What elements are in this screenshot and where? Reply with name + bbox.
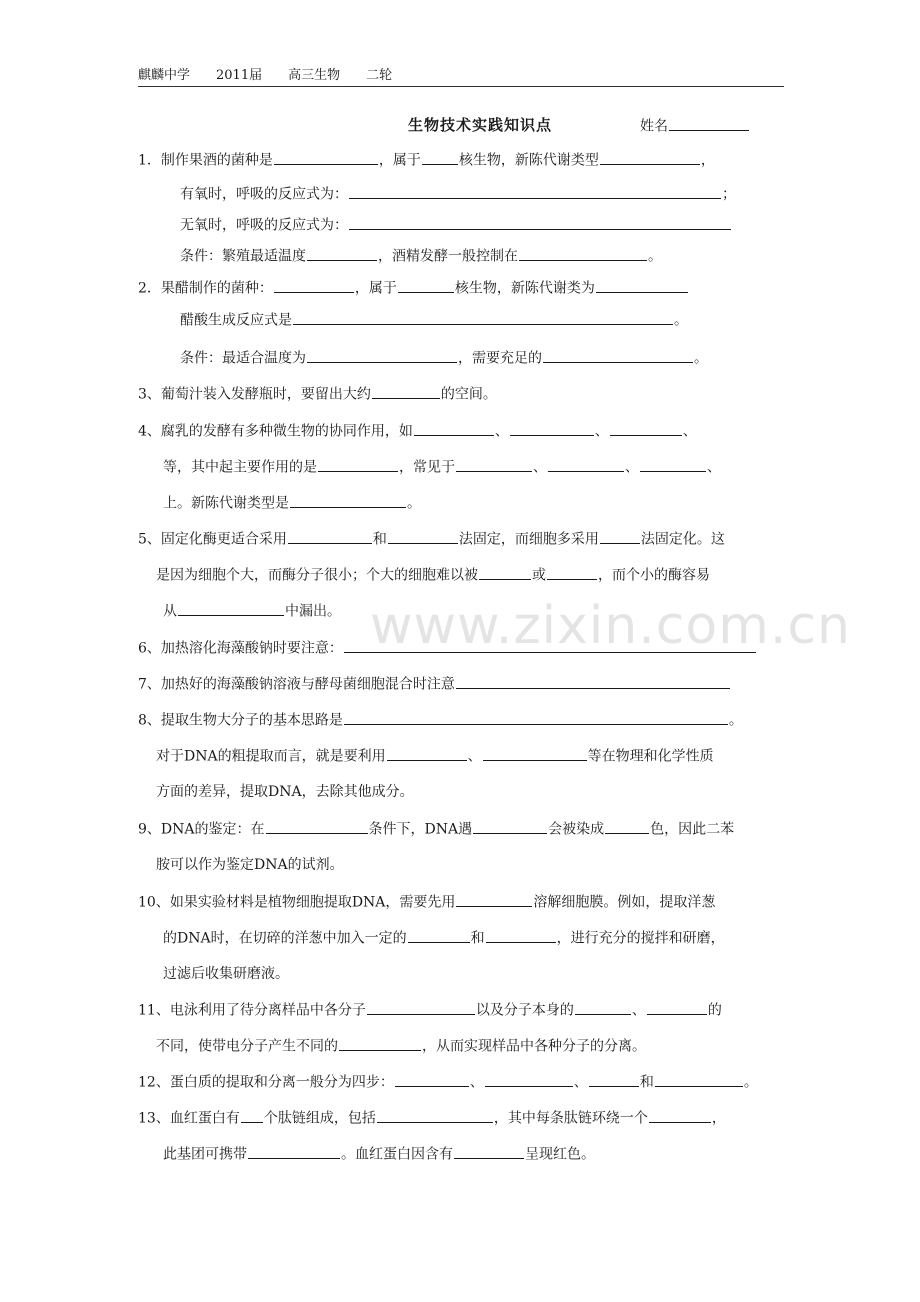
question-line [156, 854, 344, 874]
answer-blank[interactable] [454, 1143, 524, 1159]
question-text: 3、葡萄汁装入发酵瓶时，要留出大约 [138, 386, 371, 403]
question-text: 11、电泳利用了待分离样品中各分子 [138, 1002, 366, 1019]
answer-blank[interactable] [388, 528, 458, 544]
question-text: 条件：繁殖最适温度 [180, 248, 306, 265]
answer-blank[interactable] [377, 1107, 493, 1123]
question-text: 。 [743, 1074, 758, 1091]
question-text: 溶解细胞膜。例如，提取洋葱 [533, 894, 716, 911]
answer-blank[interactable] [548, 456, 624, 472]
question-text: 胺可以作为鉴定DNA的试剂。 [156, 857, 344, 873]
question-text: 2．果醋制作的菌种： [138, 280, 273, 297]
answer-blank[interactable] [349, 183, 721, 199]
question-text: 、 [467, 748, 482, 765]
question-text: 4、腐乳的发酵有多种微生物的协同作用，如 [138, 423, 413, 440]
page-header [138, 64, 784, 87]
question-text: 和 [372, 531, 387, 548]
question-text: 不同，使带电分子产生不同的 [156, 1038, 338, 1055]
answer-blank[interactable] [655, 1071, 743, 1087]
answer-blank[interactable] [485, 1071, 573, 1087]
question-text: 条件：最适合温度为 [180, 350, 306, 367]
question-text: 色，因此二苯 [650, 821, 735, 838]
answer-blank[interactable] [241, 1107, 263, 1123]
question-text: 。 [674, 312, 688, 329]
question-text: ， [700, 152, 715, 169]
answer-blank[interactable] [367, 999, 475, 1015]
answer-blank[interactable] [486, 927, 556, 943]
question-text: ； [722, 186, 736, 203]
question-text: 核生物，新陈代谢类型 [458, 152, 599, 169]
answer-blank[interactable] [408, 927, 470, 943]
answer-blank[interactable] [589, 1071, 639, 1087]
question-text: 、 [494, 423, 509, 440]
question-line [138, 1107, 726, 1128]
answer-blank[interactable] [510, 420, 594, 436]
question-text: 核生物，新陈代谢类为 [454, 280, 595, 297]
answer-blank[interactable] [288, 528, 372, 544]
question-text: 的 [707, 1002, 722, 1019]
answer-blank[interactable] [307, 347, 457, 363]
question-text: 法固定，而细胞多采用 [458, 531, 599, 548]
question-line [163, 600, 341, 621]
answer-blank[interactable] [575, 999, 631, 1015]
question-text: 条件下，DNA遇 [368, 821, 473, 838]
question-text: 过滤后收集研磨液。 [163, 966, 289, 982]
question-text: 9、DNA的鉴定：在 [138, 821, 265, 838]
answer-blank[interactable] [647, 999, 707, 1015]
question-text: 13、血红蛋白有 [138, 1110, 240, 1127]
question-text: 、 [594, 423, 609, 440]
question-line [138, 528, 725, 549]
question-text: 12、蛋白质的提取和分离一般分为四步： [138, 1074, 394, 1091]
name-blank[interactable] [669, 115, 749, 131]
question-text: ，属于 [378, 152, 421, 169]
answer-blank[interactable] [605, 818, 649, 834]
question-text: 等在物理和化学性质 [587, 748, 714, 765]
question-text: 和 [470, 930, 485, 947]
answer-blank[interactable] [248, 1143, 340, 1159]
name-label: 姓名 [640, 118, 668, 135]
question-text: ，需要充足的 [458, 350, 542, 367]
question-line [156, 1035, 646, 1056]
question-line [156, 564, 710, 585]
question-text: 以及分子本身的 [475, 1002, 574, 1019]
question-line [138, 383, 497, 404]
answer-blank[interactable] [318, 456, 398, 472]
answer-blank[interactable] [600, 149, 700, 165]
question-text: 。 [407, 495, 421, 512]
answer-blank[interactable] [456, 673, 730, 689]
question-line [163, 1143, 595, 1164]
question-text: ，属于 [354, 280, 397, 297]
question-line [180, 347, 708, 368]
question-text: ，而个小的酶容易 [598, 567, 710, 584]
header-grade: 高三生物 [288, 68, 341, 83]
question-line [163, 492, 421, 513]
question-text: 10、如果实验材料是植物细胞提取DNA，需要先用 [138, 894, 456, 911]
question-text: 7、加热好的海藻酸钠溶液与酵母菌细胞混合时注意 [138, 676, 455, 693]
question-line [180, 183, 736, 204]
question-text: 个肽链组成，包括 [263, 1110, 376, 1127]
answer-blank[interactable] [422, 149, 458, 165]
question-line [163, 963, 289, 983]
question-line [138, 277, 689, 298]
question-text: 和 [639, 1074, 654, 1091]
question-text: 从 [163, 603, 177, 620]
question-text: 。 [694, 350, 708, 367]
question-line [138, 1071, 758, 1092]
answer-blank[interactable] [640, 456, 706, 472]
answer-blank[interactable] [290, 492, 406, 508]
question-text: ，常见于 [399, 459, 455, 476]
question-text: 的DNA时，在切碎的洋葱中加入一定的 [163, 930, 407, 947]
question-text: 1．制作果酒的菌种是 [138, 152, 273, 169]
question-line [156, 745, 714, 766]
question-line [156, 781, 414, 801]
question-text: 是因为细胞个大，而酶分子很小；个大的细胞难以被 [156, 567, 478, 584]
question-text: ，进行充分的搅拌和研磨， [556, 930, 725, 947]
answer-blank[interactable] [547, 564, 597, 580]
question-text: ，酒精发酵一般控制在 [378, 248, 518, 265]
question-text: 、 [533, 459, 547, 476]
document-title: 生物技术实践知识点 [408, 116, 553, 134]
answer-blank[interactable] [395, 1071, 469, 1087]
answer-blank[interactable] [274, 149, 378, 165]
question-text: 此基团可携带 [163, 1146, 247, 1163]
answer-blank[interactable] [414, 420, 494, 436]
question-text: 等，其中起主要作用的是 [163, 459, 317, 476]
answer-blank[interactable] [479, 564, 531, 580]
question-text: 醋酸生成反应式是 [180, 312, 292, 329]
question-line [163, 927, 725, 948]
question-line [180, 309, 688, 330]
question-line [180, 245, 662, 266]
question-text: 、 [631, 1002, 646, 1019]
question-text: 有氧时，呼吸的反应式为： [180, 186, 348, 203]
answer-blank[interactable] [307, 245, 377, 261]
answer-blank[interactable] [600, 528, 640, 544]
question-text: 中漏出。 [285, 603, 341, 620]
question-line [138, 709, 743, 730]
answer-blank[interactable] [387, 745, 467, 761]
answer-blank[interactable] [274, 277, 354, 293]
question-text: 5、固定化酶更适合采用 [138, 531, 287, 548]
answer-blank[interactable] [473, 818, 547, 834]
question-text: ， [711, 1110, 726, 1127]
answer-blank[interactable] [344, 709, 728, 725]
question-text: 、 [573, 1074, 588, 1091]
question-text: 会被染成 [548, 821, 605, 838]
question-text: 。 [648, 248, 662, 265]
answer-blank[interactable] [483, 745, 587, 761]
question-text: 上。新陈代谢类型是 [163, 495, 289, 512]
answer-blank[interactable] [372, 383, 440, 399]
answer-blank[interactable] [610, 420, 682, 436]
question-text: 呈现红色。 [525, 1146, 595, 1163]
watermark: www.zixin.com.cn [370, 596, 851, 656]
question-text: ，从而实现样品中各种分子的分离。 [422, 1038, 646, 1055]
question-text: 或 [532, 567, 546, 584]
question-line [180, 214, 732, 235]
question-text: 。血红蛋白因含有 [341, 1146, 453, 1163]
answer-blank[interactable] [293, 309, 673, 325]
answer-blank[interactable] [349, 214, 731, 230]
question-text: 方面的差异，提取DNA，去除其他成分。 [156, 784, 414, 800]
question-text: 、 [682, 423, 697, 440]
question-line [138, 149, 715, 170]
answer-blank[interactable] [519, 245, 647, 261]
question-text: 的空间。 [440, 386, 497, 403]
question-text: 、 [625, 459, 639, 476]
question-line [138, 673, 731, 694]
answer-blank[interactable] [456, 456, 532, 472]
question-text: 对于DNA的粗提取而言，就是要利用 [156, 748, 386, 765]
header-school: 麒麟中学 [138, 68, 191, 83]
question-text: 。 [728, 712, 743, 729]
answer-blank[interactable] [543, 347, 693, 363]
answer-blank[interactable] [398, 277, 454, 293]
question-text: ，其中每条肽链环绕一个 [493, 1110, 648, 1127]
name-field[interactable] [640, 115, 750, 136]
question-line [138, 999, 722, 1020]
question-line [138, 891, 715, 912]
header-round: 二轮 [366, 68, 393, 83]
answer-blank[interactable] [596, 277, 688, 293]
question-line [138, 818, 734, 839]
answer-blank[interactable] [339, 1035, 421, 1051]
question-text: 法固定化。这 [640, 531, 725, 548]
question-text: 、 [469, 1074, 484, 1091]
question-text: 无氧时，呼吸的反应式为： [180, 217, 348, 234]
header-year: 2011届 [216, 68, 263, 83]
answer-blank[interactable] [649, 1107, 711, 1123]
question-text: 6、加热溶化海藻酸钠时要注意： [138, 640, 343, 657]
question-line [138, 420, 697, 441]
answer-blank[interactable] [178, 600, 284, 616]
question-line [163, 456, 721, 477]
question-text: 、 [707, 459, 721, 476]
answer-blank[interactable] [456, 891, 532, 907]
answer-blank[interactable] [266, 818, 368, 834]
question-text: 8、提取生物大分子的基本思路是 [138, 712, 343, 729]
